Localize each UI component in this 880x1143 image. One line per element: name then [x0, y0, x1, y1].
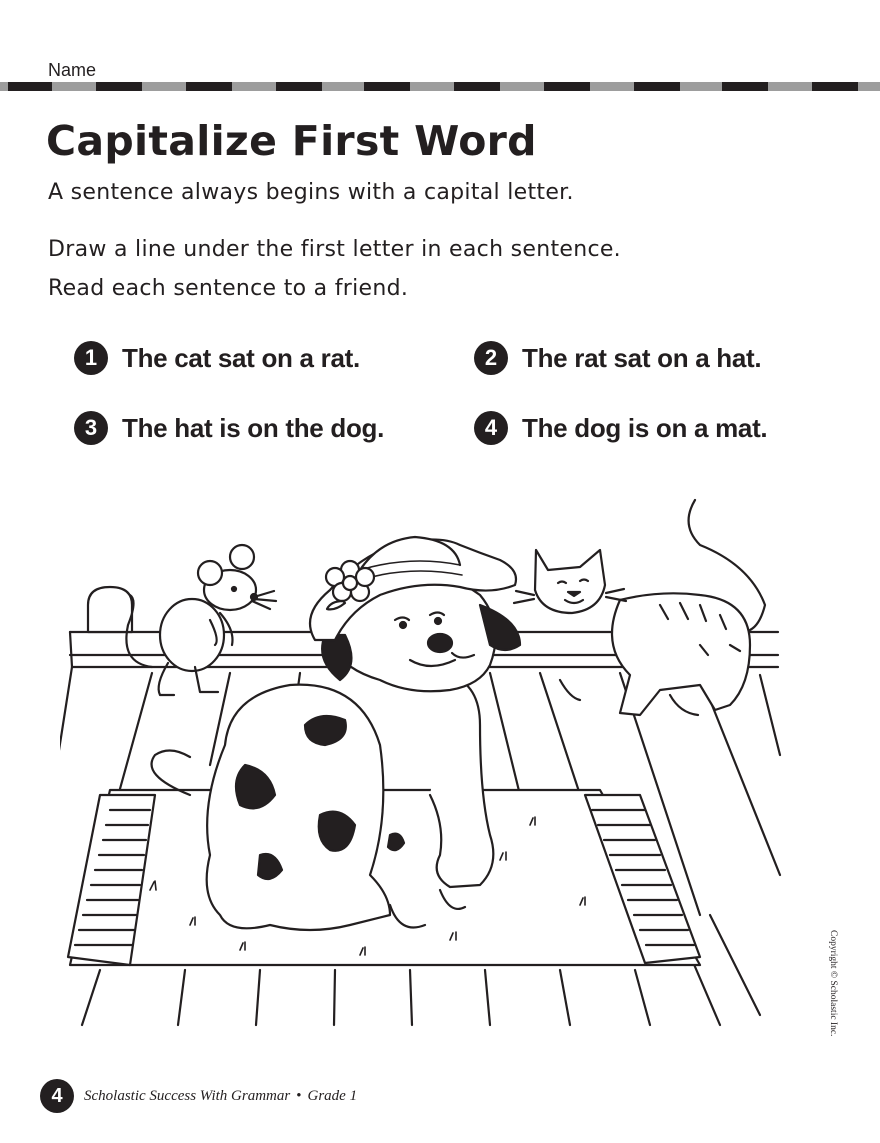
directions-line-2: Read each sentence to a friend. [48, 276, 409, 301]
mat [68, 790, 700, 965]
footer-grade: Grade 1 [307, 1088, 358, 1104]
cat [514, 500, 765, 715]
copyright-text: Copyright © Scholastic Inc. [828, 930, 838, 1037]
sentence-text: The hat is on the dog. [122, 412, 385, 443]
sentence-number-badge: 4 [474, 411, 508, 445]
footer-book-title: Scholastic Success With Grammar [84, 1088, 291, 1104]
page-title: Capitalize First Word [46, 117, 537, 165]
sentence-number-badge: 3 [74, 411, 108, 445]
sentence-item-2 [474, 340, 761, 376]
header-stripe [0, 82, 880, 91]
footer-separator: • [296, 1088, 302, 1104]
mouse-hole [88, 587, 132, 632]
dog-cat-mouse-illustration [60, 495, 850, 1040]
mouse [126, 545, 276, 695]
sentence-text: The rat sat on a hat. [522, 342, 762, 373]
sentence-number-badge: 1 [74, 341, 108, 375]
sentence-item-3 [74, 410, 384, 446]
page-number-badge: 4 [40, 1079, 74, 1113]
name-label: Name [48, 60, 97, 80]
sentence-text: The dog is on a mat. [522, 412, 768, 443]
sentence-item-1 [74, 340, 360, 376]
sentence-number-badge: 2 [474, 341, 508, 375]
copyright-vertical [828, 930, 842, 1055]
sentence-item-4 [474, 410, 767, 446]
footer-book-info [84, 1086, 357, 1106]
rule-text: A sentence always begins with a capital letter. [48, 180, 574, 205]
directions-line-1: Draw a line under the first letter in each sentence. [48, 237, 621, 262]
sentence-text: The cat sat on a rat. [122, 342, 360, 373]
